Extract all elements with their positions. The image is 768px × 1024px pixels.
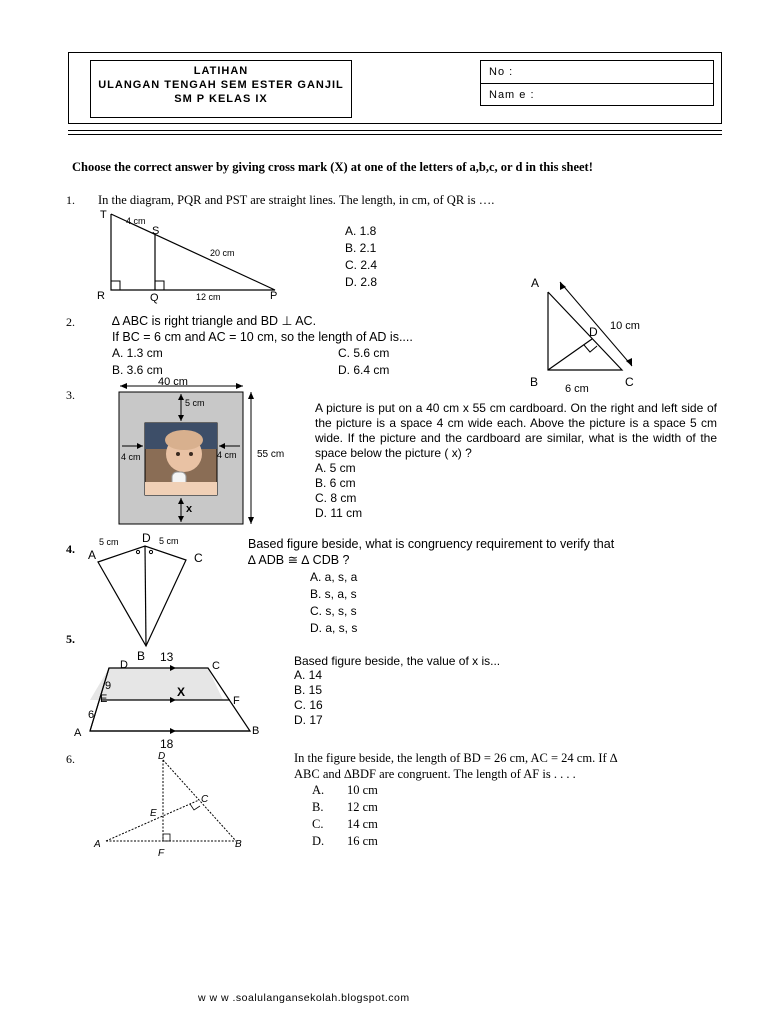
q6-option-d-value[interactable]: 16 cm (347, 834, 378, 848)
q2-option-b[interactable]: B. 3.6 cm (112, 363, 163, 377)
q6-label-c: C (201, 794, 209, 805)
q4-option-d[interactable]: D. a, s, s (310, 621, 358, 635)
q6-option-c-value[interactable]: 14 cm (347, 817, 378, 831)
q6-number: 6. (66, 752, 75, 766)
q2-diagram (520, 268, 680, 398)
q6-label-e: E (150, 808, 157, 819)
q4-label-a: A (88, 548, 97, 562)
student-info-box (480, 60, 714, 106)
q4-label-ad: 5 cm (99, 537, 119, 547)
title-line-3: SM P KELAS IX (174, 93, 268, 105)
q1-label-r: R (97, 290, 105, 302)
q5-label-f: F (233, 695, 240, 707)
q2-label-a: A (531, 276, 540, 290)
q6-label-b: B (235, 839, 242, 850)
q6-line-2: ABC and ∆BDF are congruent. The length of AF is . . . . (294, 767, 576, 781)
header-divider-1 (68, 130, 722, 131)
q5-option-b[interactable]: B. 15 (294, 683, 323, 697)
q2-line-1: ∆ ABC is right triangle and BD ⊥ AC. (112, 314, 317, 328)
q3-label-x: x (186, 503, 193, 515)
q5-option-c[interactable]: C. 16 (294, 698, 323, 712)
q6-option-a[interactable]: A. (312, 783, 325, 797)
q1-label-t: T (100, 209, 107, 221)
q2-label-ac: 10 cm (610, 320, 640, 332)
q4-line-1: Based figure beside, what is congruency requirement to verify that (248, 537, 615, 551)
header-divider-2 (68, 134, 722, 135)
q4-label-d: D (142, 531, 151, 545)
q1-label-p: P (270, 290, 278, 302)
q5-label-c: C (212, 660, 220, 672)
q2-label-bc: 6 cm (565, 383, 589, 395)
q5-label-x: X (177, 685, 186, 699)
q6-option-c[interactable]: C. (312, 817, 324, 831)
q2-label-d: D (589, 325, 598, 339)
q1-option-b[interactable]: B. 2.1 (345, 241, 377, 255)
q1-option-d[interactable]: D. 2.8 (345, 275, 378, 289)
q6-option-b-value[interactable]: 12 cm (347, 800, 378, 814)
q3-label-top: 5 cm (185, 398, 205, 408)
q3-options (315, 461, 362, 521)
title-line-2: ULANGAN TENGAH SEM ESTER GANJIL (98, 79, 344, 91)
q4-option-a[interactable]: A. a, s, a (310, 570, 358, 584)
q5-label-e: E (100, 693, 108, 705)
q5-number: 5. (66, 632, 75, 646)
q3-text: A picture is put on a 40 cm x 55 cm cardboard. On the right and left side of the picture is a space 4 cm wide each. Above the picture is a space 5 cm wide. If the picture and the cardboard are similar, what is the width of the space below the picture ( x) ? (315, 401, 717, 460)
q5-label-bottom: 18 (160, 737, 174, 751)
q1-option-c[interactable]: C. 2.4 (345, 258, 378, 272)
q6-option-letters (312, 782, 324, 850)
q6-option-a-value[interactable]: 10 cm (347, 783, 378, 797)
q6-label-a: A (94, 839, 101, 850)
instructions: Choose the correct answer by giving cross mark (X) at one of the letters of a,b,c, or d in this sheet! (72, 160, 593, 174)
q6-option-d[interactable]: D. (312, 834, 325, 848)
q3-option-c[interactable]: C. 8 cm (315, 491, 357, 505)
q5-label-upper: 9 (105, 680, 112, 692)
q4-line-2: ∆ ADB ≅ ∆ CDB ? (248, 553, 350, 567)
q4-option-b[interactable]: B. s, a, s (310, 587, 357, 601)
q2-line-2: If BC = 6 cm and AC = 10 cm, so the length of AD is.... (112, 330, 413, 344)
q4-label-c: C (194, 551, 203, 565)
q6-option-b[interactable]: B. (312, 800, 324, 814)
number-field: No : (489, 66, 514, 78)
q3-label-width: 40 cm (158, 376, 188, 388)
q5-text: Based figure beside, the value of x is... (294, 654, 501, 668)
q1-label-ts: 4 cm (126, 216, 146, 226)
q5-option-a[interactable]: A. 14 (294, 668, 323, 682)
q3-label-height: 55 cm (257, 449, 285, 460)
q6-label-d: D (158, 751, 166, 762)
q3-option-d[interactable]: D. 11 cm (315, 506, 363, 520)
q4-options (310, 569, 357, 637)
q1-label-q: Q (150, 292, 159, 304)
q6-diagram (88, 752, 258, 860)
footer-url: w w w .soalulangansekolah.blogspot.com (198, 992, 410, 1004)
q5-options (294, 668, 323, 728)
exam-title-box (90, 60, 352, 118)
title-line-1: LATIHAN (193, 65, 249, 77)
q5-label-top: 13 (160, 650, 174, 664)
q5-label-a: A (74, 727, 82, 739)
q2-option-d[interactable]: D. 6.4 cm (338, 363, 390, 377)
q6-label-f: F (158, 848, 165, 859)
q5-label-d: D (120, 659, 128, 671)
q1-label-sp: 20 cm (210, 248, 235, 258)
q1-option-a[interactable]: A. 1.8 (345, 224, 377, 238)
q3-option-a[interactable]: A. 5 cm (315, 461, 356, 475)
q3-label-right: 4 cm (217, 450, 237, 460)
q4-label-b: B (137, 649, 146, 663)
q2-label-b: B (530, 375, 539, 389)
q2-option-c[interactable]: C. 5.6 cm (338, 346, 390, 360)
q3-option-b[interactable]: B. 6 cm (315, 476, 356, 490)
q5-option-d[interactable]: D. 17 (294, 713, 323, 727)
q1-text: In the diagram, PQR and PST are straight lines. The length, in cm, of QR is …. (98, 193, 495, 207)
q3-label-left: 4 cm (121, 452, 141, 462)
q1-diagram (92, 206, 292, 306)
q3-diagram (108, 372, 298, 532)
q5-label-lower: 6 (88, 709, 95, 721)
q5-diagram (66, 650, 266, 750)
q4-label-dc: 5 cm (159, 536, 179, 546)
q3-number: 3. (66, 388, 75, 402)
q6-line-1: In the figure beside, the length of BD = 26 cm, AC = 24 cm. If ∆ (294, 751, 618, 765)
q6-option-values (347, 782, 378, 850)
name-field: Nam e : (481, 83, 713, 106)
q2-option-a[interactable]: A. 1.3 cm (112, 346, 163, 360)
q1-label-s: S (152, 225, 160, 237)
q4-option-c[interactable]: C. s, s, s (310, 604, 357, 618)
q2-number: 2. (66, 315, 75, 329)
q5-label-b: B (252, 725, 260, 737)
q1-number: 1. (66, 193, 75, 207)
q4-number: 4. (66, 542, 75, 556)
q2-label-c: C (625, 375, 634, 389)
q1-label-qp: 12 cm (196, 292, 221, 302)
q1-options (345, 223, 377, 291)
